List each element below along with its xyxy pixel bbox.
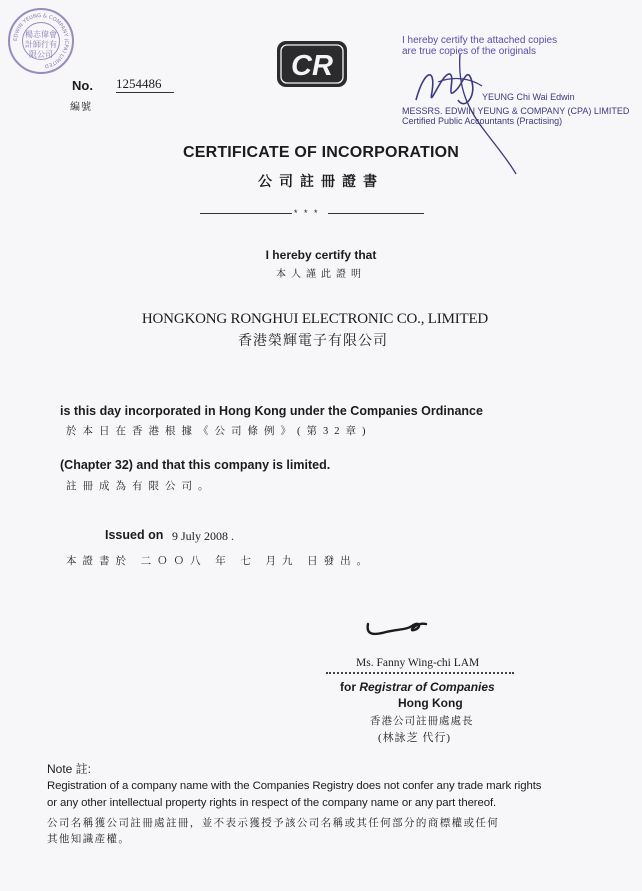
certifier-firm [402,106,629,126]
stamp-inner-text: 楊志偉會計師行有限公司 [22,22,60,60]
registrar-title-zh: 香港公司註冊處處長 [370,716,474,727]
company-stamp [8,8,74,74]
note-line-1: Registration of a company name with the Companies Registry does not confer any trade mark rights [47,780,542,792]
note-line-2-zh: 其他知識產權。 [47,834,131,845]
companies-registry-logo [276,40,348,88]
note-line-1-zh: 公司名稱獲公司註冊處註冊，並不表示獲授予該公司名稱或其任何部分的商標權或任何 [47,818,500,829]
certificate-number-label: No. [72,78,93,93]
document-title-zh: 公司註冊證書 [258,174,384,190]
certification-line-2: are true copies of the originals [402,46,536,57]
limited-statement: (Chapter 32) and that this company is limited. [60,458,331,472]
incorporation-statement: is this day incorporated in Hong Kong under the Companies Ordinance [60,404,483,418]
certification-line-1: I hereby certify the attached copies [402,35,558,46]
company-name: HONGKONG RONGHUI ELECTRONIC CO., LIMITED [141,311,489,327]
registrar-for: for [340,680,356,694]
registrar-title [340,680,495,694]
registrar-name: Ms. Fanny Wing-chi LAM [356,657,480,669]
title-divider-stars: * * * [294,208,320,218]
certify-statement-zh: 本人謹此證明 [276,269,366,280]
certificate-number-value: 1254486 [116,76,174,93]
svg-text:EDWIN YEUNG & COMPANY (CPA) LI: EDWIN YEUNG & COMPANY (CPA) LIMITED [12,12,70,69]
registrar-signature-line [326,672,514,674]
limited-statement-zh: 註冊成為有限公司。 [66,481,215,492]
company-name-zh: 香港榮輝電子有限公司 [238,334,388,349]
incorporation-statement-zh: 於本日在香港根據《公司條例》(第32章) [66,426,372,437]
title-divider-right [328,213,424,214]
logo-text: CR [291,50,333,82]
issued-statement-zh: 本證書於 二ＯＯ八 年 七 月九 日發出。 [66,556,374,567]
registrar-name-zh: (林詠芝 代行) [378,732,452,744]
note-line-2: or any other intellectual property rights in respect of the company name or any part thereof. [47,797,497,809]
certificate-number-label-zh: 編號 [70,102,92,113]
certifier-name: YEUNG Chi Wai Edwin [482,92,575,102]
issued-date: 9 July 2008 . [172,529,235,543]
document-title: CERTIFICATE OF INCORPORATION [182,144,460,161]
issued-label: Issued on [105,528,164,542]
registrar-signature [362,612,432,642]
note-label: Note 註: [47,762,92,776]
registrar-office: Registrar of Companies [359,680,495,694]
certifier-firm-name: MESSRS. EDWIN YEUNG & COMPANY (CPA) LIMITED [402,106,630,116]
registrar-place: Hong Kong [398,696,463,710]
certifier-firm-status: Certified Public Accountants (Practising) [402,116,563,126]
title-divider-left [200,213,292,214]
certify-statement: I hereby certify that [265,248,377,262]
